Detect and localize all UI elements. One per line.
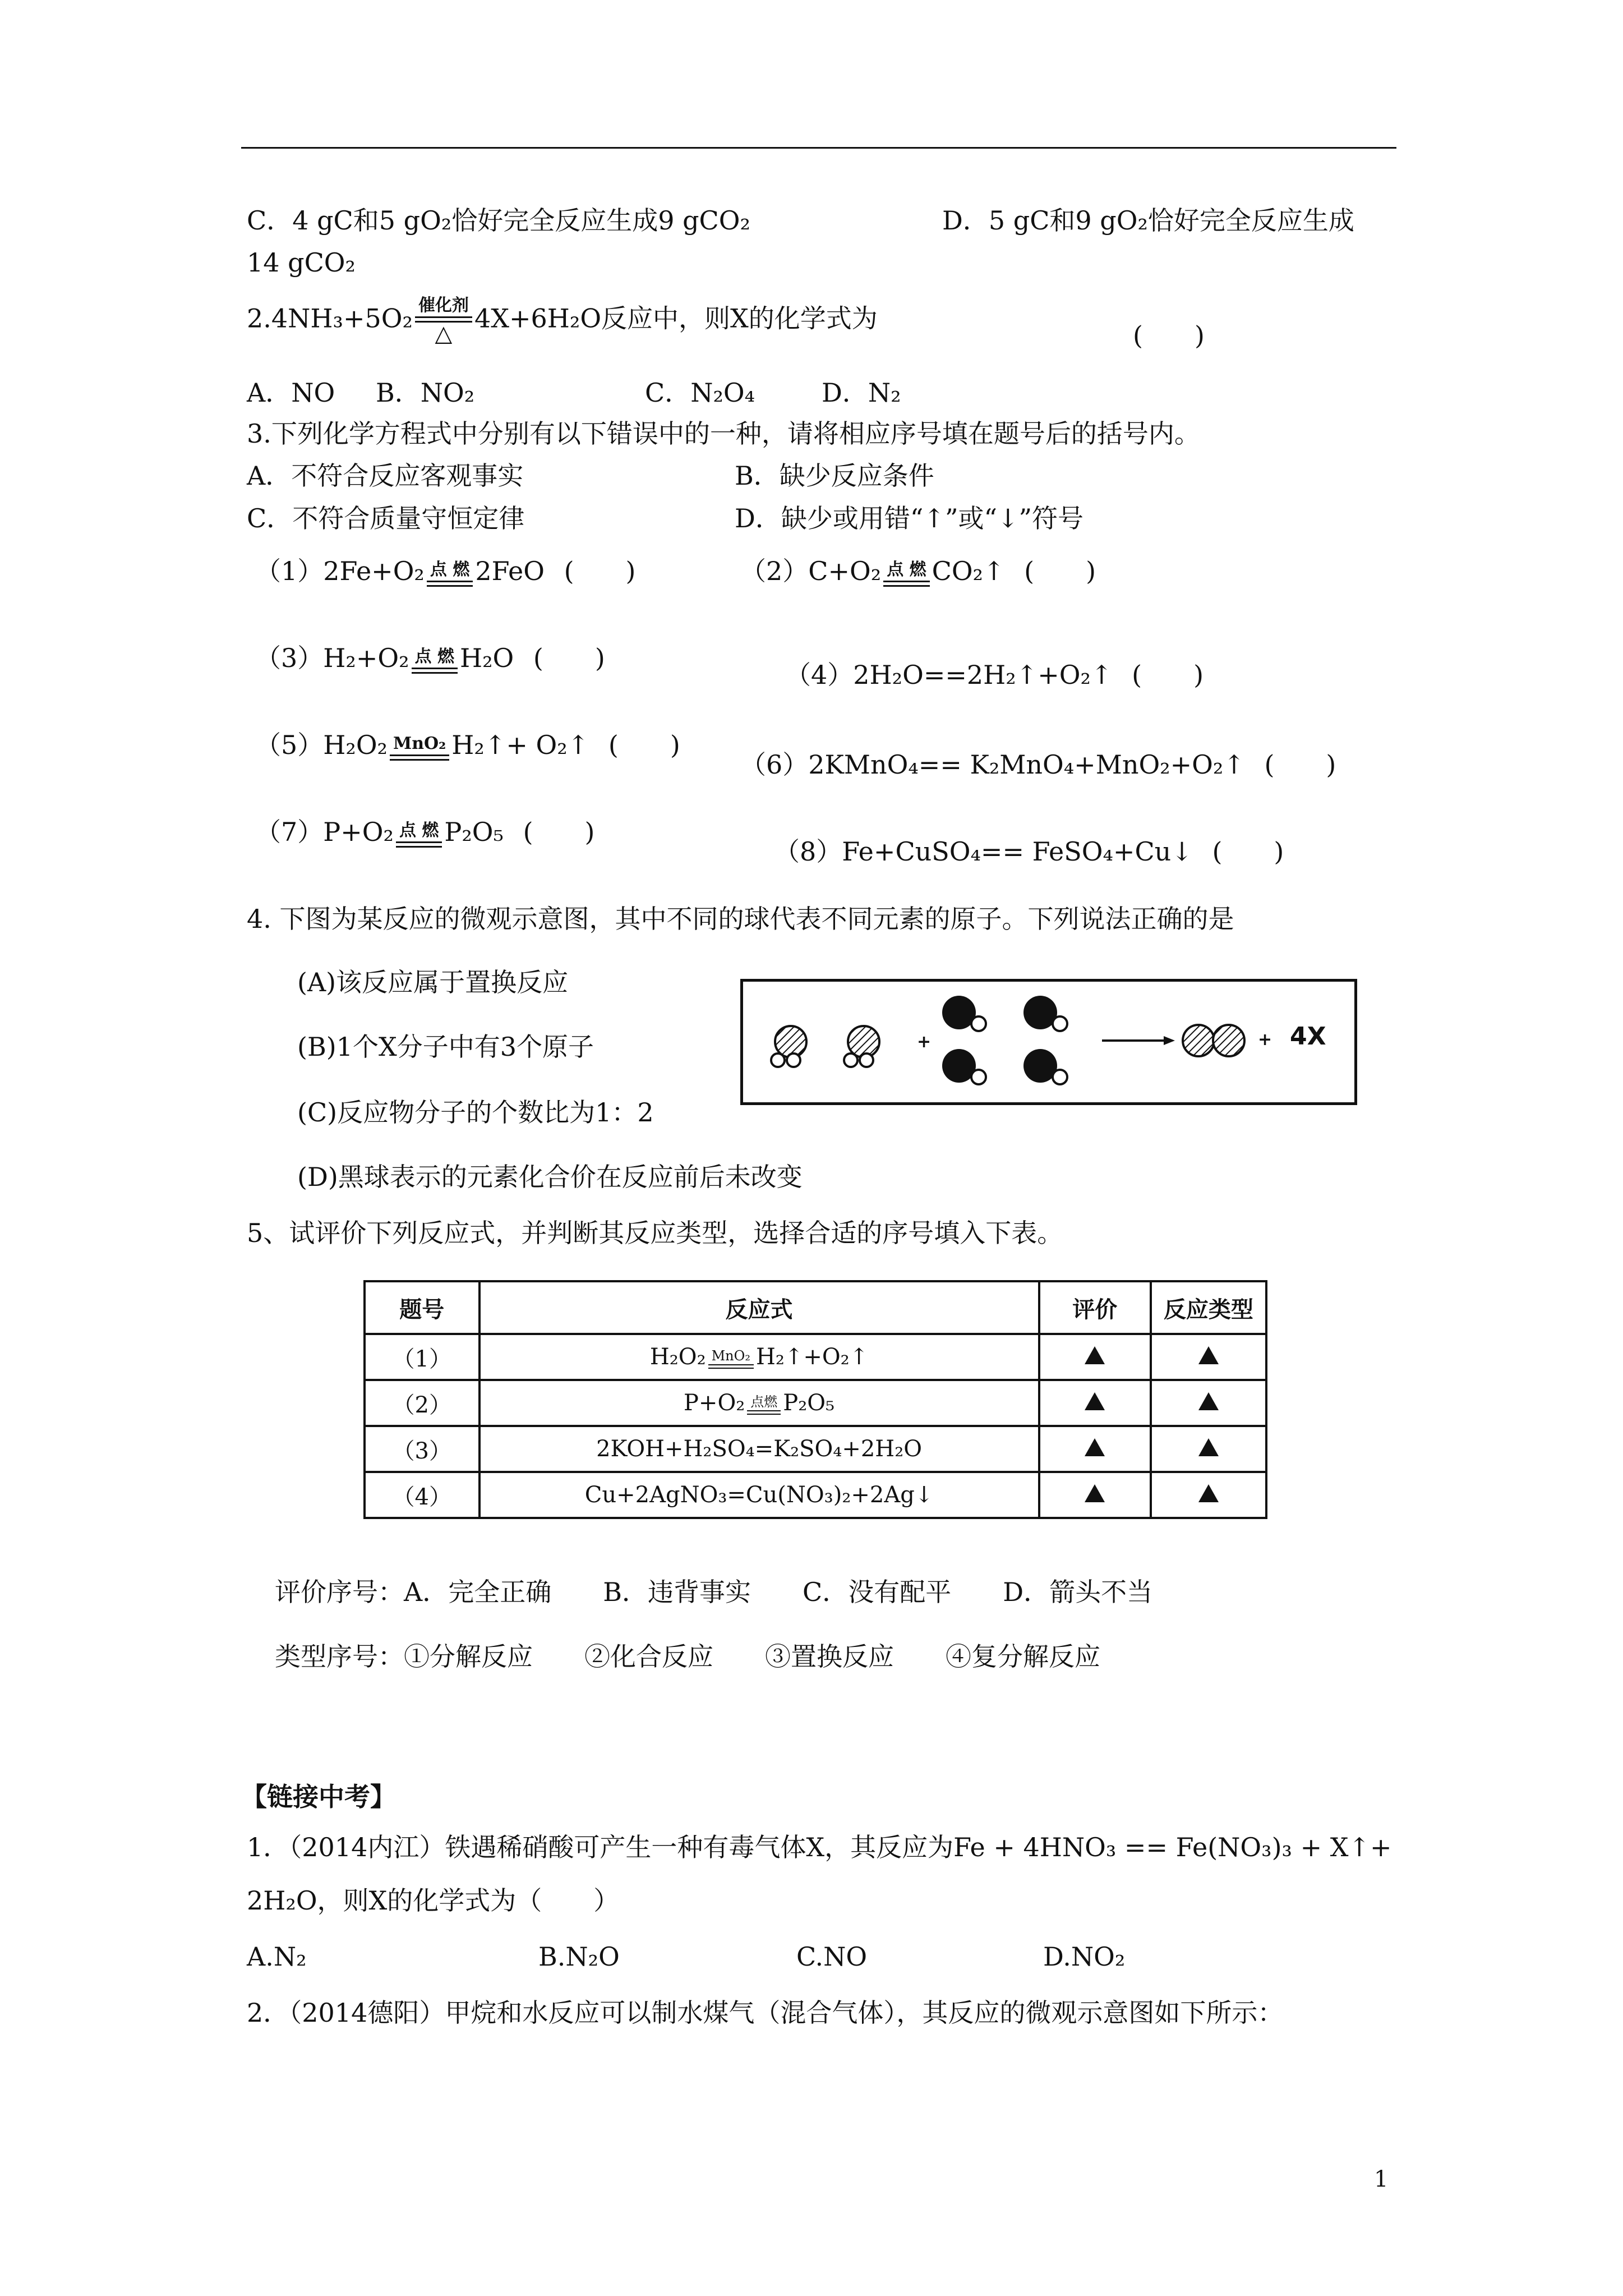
answer-paren: ( ): [1132, 660, 1204, 690]
q4-stem: 4. 下图为某反应的微观示意图，其中不同的球代表不同元素的原子。下列说法正确的是: [247, 904, 1234, 934]
link-q2-stem: 2．（2014德阳）甲烷和水反应可以制水煤气（混合气体），其反应的微观示意图如下所示：: [247, 1998, 1284, 2028]
reactant-molecule-black-1: [942, 996, 986, 1031]
q2-heat-symbol: △: [435, 321, 453, 347]
reactant-molecule-black-2: [942, 1049, 986, 1084]
triangle-marker-icon: [1198, 1484, 1219, 1502]
answer-paren: ( ): [1264, 749, 1336, 780]
condition-text: 点 燃: [887, 559, 926, 579]
double-bar: [708, 1364, 754, 1369]
q2-option-a: A．NO: [247, 378, 335, 408]
reaction-condition: [883, 560, 929, 587]
link-q1-option-a: A.N₂: [247, 1941, 307, 1972]
q2-catalyst: 催化剂: [418, 296, 469, 315]
header-equation: 反应式: [479, 1281, 1039, 1334]
q4-option-c: (C)反应物分子的个数比为1：2: [297, 1097, 654, 1128]
q4-option-a: (A)该反应属于置换反应: [297, 967, 569, 997]
reactants: 2Fe+O₂: [323, 556, 425, 586]
row-equation: 2KOH+H₂SO₄=K₂SO₄+2H₂O: [479, 1426, 1039, 1472]
evaluation-blank[interactable]: [1039, 1472, 1151, 1518]
reactants: C+O₂: [808, 556, 882, 586]
products: H₂O: [460, 643, 514, 673]
q2-suffix: 4X+6H₂O反应中，则X的化学式为: [474, 303, 878, 334]
q3-item-1: [255, 555, 635, 587]
reaction-condition: [747, 1395, 781, 1415]
reactant-molecule-hatched-1: [771, 1026, 806, 1067]
products: P₂O₅: [783, 1390, 835, 1416]
type-blank[interactable]: [1151, 1426, 1266, 1472]
header-evaluation: 评价: [1039, 1281, 1151, 1334]
condition-text: 点 燃: [414, 646, 454, 666]
item-number: （8）: [774, 836, 842, 867]
link-q1-option-b: B.N₂O: [538, 1941, 620, 1972]
q3-option-c: C．不符合质量守恒定律: [247, 503, 525, 533]
row-number: （1）: [365, 1334, 479, 1380]
reactants: P+O₂: [684, 1390, 745, 1416]
q3-item-6: [740, 749, 1336, 780]
equation: 2H₂O==2H₂↑+O₂↑: [853, 660, 1113, 690]
q1-option-d: D．5 gC和9 gO₂恰好完全反应生成: [942, 205, 1354, 236]
type-blank[interactable]: [1151, 1334, 1266, 1380]
answer-paren: ( ): [608, 730, 680, 760]
triangle-marker-icon: [1085, 1346, 1105, 1364]
item-number: （5）: [255, 730, 324, 760]
table-row: [365, 1380, 1266, 1426]
q4-option-b: (B)1个X分子中有3个原子: [297, 1032, 594, 1062]
row-number: （3）: [365, 1426, 479, 1472]
reaction-condition: [396, 821, 442, 848]
answer-paren: ( ): [1024, 556, 1096, 586]
evaluation-blank[interactable]: [1039, 1380, 1151, 1426]
condition-text: MnO₂: [711, 1348, 750, 1364]
row-equation: [479, 1380, 1039, 1426]
condition-text: 点 燃: [430, 559, 470, 579]
reactant-molecule-hatched-2: [844, 1026, 879, 1067]
products: H₂↑+O₂↑: [755, 1344, 869, 1370]
header-rule: [241, 147, 1396, 149]
triangle-marker-icon: [1085, 1438, 1105, 1456]
q3-item-4: [785, 659, 1204, 691]
reaction-condition: [412, 647, 458, 674]
plus-sign-2: +: [1258, 1030, 1272, 1050]
q2-option-d: D．N₂: [822, 378, 901, 408]
table-row: [365, 1334, 1266, 1380]
answer-paren: ( ): [564, 556, 636, 586]
products: 2FeO: [475, 556, 545, 586]
condition-text: 点 燃: [399, 820, 439, 840]
table-header-row: [365, 1281, 1266, 1334]
link-q1-option-d: D.NO₂: [1043, 1941, 1126, 1972]
reactant-molecule-black-4: [1023, 1049, 1067, 1084]
item-number: （3）: [255, 643, 324, 673]
item-number: （6）: [740, 749, 809, 780]
triangle-marker-icon: [1198, 1346, 1219, 1364]
link-q1-line1: 1．（2014内江）铁遇稀硝酸可产生一种有毒气体X，其反应为Fe + 4HNO₃ == Fe(NO₃)₃ + X↑+: [247, 1832, 1392, 1862]
q3-stem: 3.下列化学方程式中分别有以下错误中的一种，请将相应序号填在题号后的括号内。: [247, 418, 1200, 449]
row-number: （4）: [365, 1472, 479, 1518]
condition-text: MnO₂: [393, 733, 446, 753]
q5-type-legend: 类型序号：①分解反应 ②化合反应 ③置换反应 ④复分解反应: [275, 1641, 1100, 1672]
reactants: P+O₂: [323, 817, 394, 847]
q3-option-a: A．不符合反应客观事实: [247, 461, 524, 491]
answer-paren: ( ): [523, 817, 595, 847]
row-equation: Cu+2AgNO₃=Cu(NO₃)₂+2Ag↓: [479, 1472, 1039, 1518]
triangle-marker-icon: [1085, 1484, 1105, 1502]
q2-prefix: 2.4NH₃+5O₂: [247, 303, 413, 334]
condition-text: 点燃: [750, 1394, 778, 1410]
reactants: H₂+O₂: [323, 643, 409, 673]
q5-stem: 5、试评价下列反应式，并判断其反应类型，选择合适的序号填入下表。: [247, 1218, 1063, 1248]
q3-item-2: [740, 555, 1096, 587]
double-bar: [396, 841, 442, 848]
q2-option-c: C．N₂O₄: [645, 378, 755, 408]
q3-item-7: [255, 816, 594, 848]
double-bar: [390, 754, 449, 761]
double-bar: [883, 581, 929, 587]
products: CO₂↑: [932, 556, 1005, 586]
product-x-label: 4X: [1290, 1022, 1326, 1051]
triangle-marker-icon: [1198, 1438, 1219, 1456]
link-section-title: 【链接中考】: [241, 1782, 396, 1812]
q2-equation-condition: [415, 296, 472, 345]
item-number: （4）: [785, 660, 854, 690]
triangle-marker-icon: [1085, 1392, 1105, 1410]
q1-option-c: C．4 gC和5 gO₂恰好完全反应生成9 gCO₂: [247, 205, 750, 236]
equation: Fe+CuSO₄== FeSO₄+Cu↓: [842, 836, 1193, 867]
evaluation-blank[interactable]: [1039, 1334, 1151, 1380]
reaction-micro-diagram: [740, 979, 1357, 1105]
row-equation: [479, 1334, 1039, 1380]
table-row: [365, 1426, 1266, 1472]
q1-option-d-cont: 14 gCO₂: [247, 247, 356, 278]
double-bar: [427, 581, 473, 587]
q3-option-d: D．缺少或用错“↑”或“↓”符号: [735, 503, 1084, 533]
row-number: （2）: [365, 1380, 479, 1426]
q4-option-d: (D)黑球表示的元素化合价在反应前后未改变: [297, 1162, 803, 1192]
q2-stem: [247, 296, 878, 345]
answer-paren: ( ): [1212, 836, 1284, 867]
header-reaction-type: 反应类型: [1151, 1281, 1266, 1334]
type-blank[interactable]: [1151, 1472, 1266, 1518]
link-q1-option-c: C.NO: [796, 1941, 868, 1972]
answer-paren: ( ): [533, 643, 605, 673]
double-bar: [747, 1410, 781, 1415]
equation: 2KMnO₄== K₂MnO₄+MnO₂+O₂↑: [808, 749, 1245, 780]
page-number: 1: [1374, 2166, 1389, 2192]
triangle-marker-icon: [1198, 1392, 1219, 1410]
table-row: [365, 1472, 1266, 1518]
link-q1-line2: 2H₂O，则X的化学式为（ ）: [247, 1885, 620, 1916]
products: P₂O₅: [444, 817, 504, 847]
reaction-condition: [390, 734, 449, 761]
q5-eval-legend: 评价序号：A．完全正确 B．违背事实 C．没有配平 D．箭头不当: [275, 1577, 1153, 1607]
q3-item-8: [774, 836, 1284, 867]
reactants: H₂O₂: [323, 730, 388, 760]
q5-table: [363, 1280, 1267, 1519]
q2-answer-paren: ( ): [1133, 320, 1205, 351]
reactants: H₂O₂: [649, 1344, 706, 1370]
q3-item-5: [255, 729, 680, 761]
products: H₂↑+ O₂↑: [451, 730, 589, 760]
reaction-arrow: [1102, 1036, 1175, 1045]
header-number: 题号: [365, 1281, 479, 1334]
reaction-condition: [427, 560, 473, 587]
item-number: （7）: [255, 817, 324, 847]
plus-sign-1: +: [917, 1032, 932, 1052]
reactant-molecule-black-3: [1023, 996, 1067, 1031]
double-bar: [412, 668, 458, 674]
type-blank[interactable]: [1151, 1380, 1266, 1426]
reaction-condition: [708, 1349, 754, 1369]
q2-option-b: B．NO₂: [376, 378, 475, 408]
q3-item-3: [255, 642, 605, 674]
item-number: （2）: [740, 556, 809, 586]
product-molecule-hatched: [1183, 1025, 1244, 1056]
q3-option-b: B．缺少反应条件: [735, 461, 934, 491]
evaluation-blank[interactable]: [1039, 1426, 1151, 1472]
item-number: （1）: [255, 556, 324, 586]
